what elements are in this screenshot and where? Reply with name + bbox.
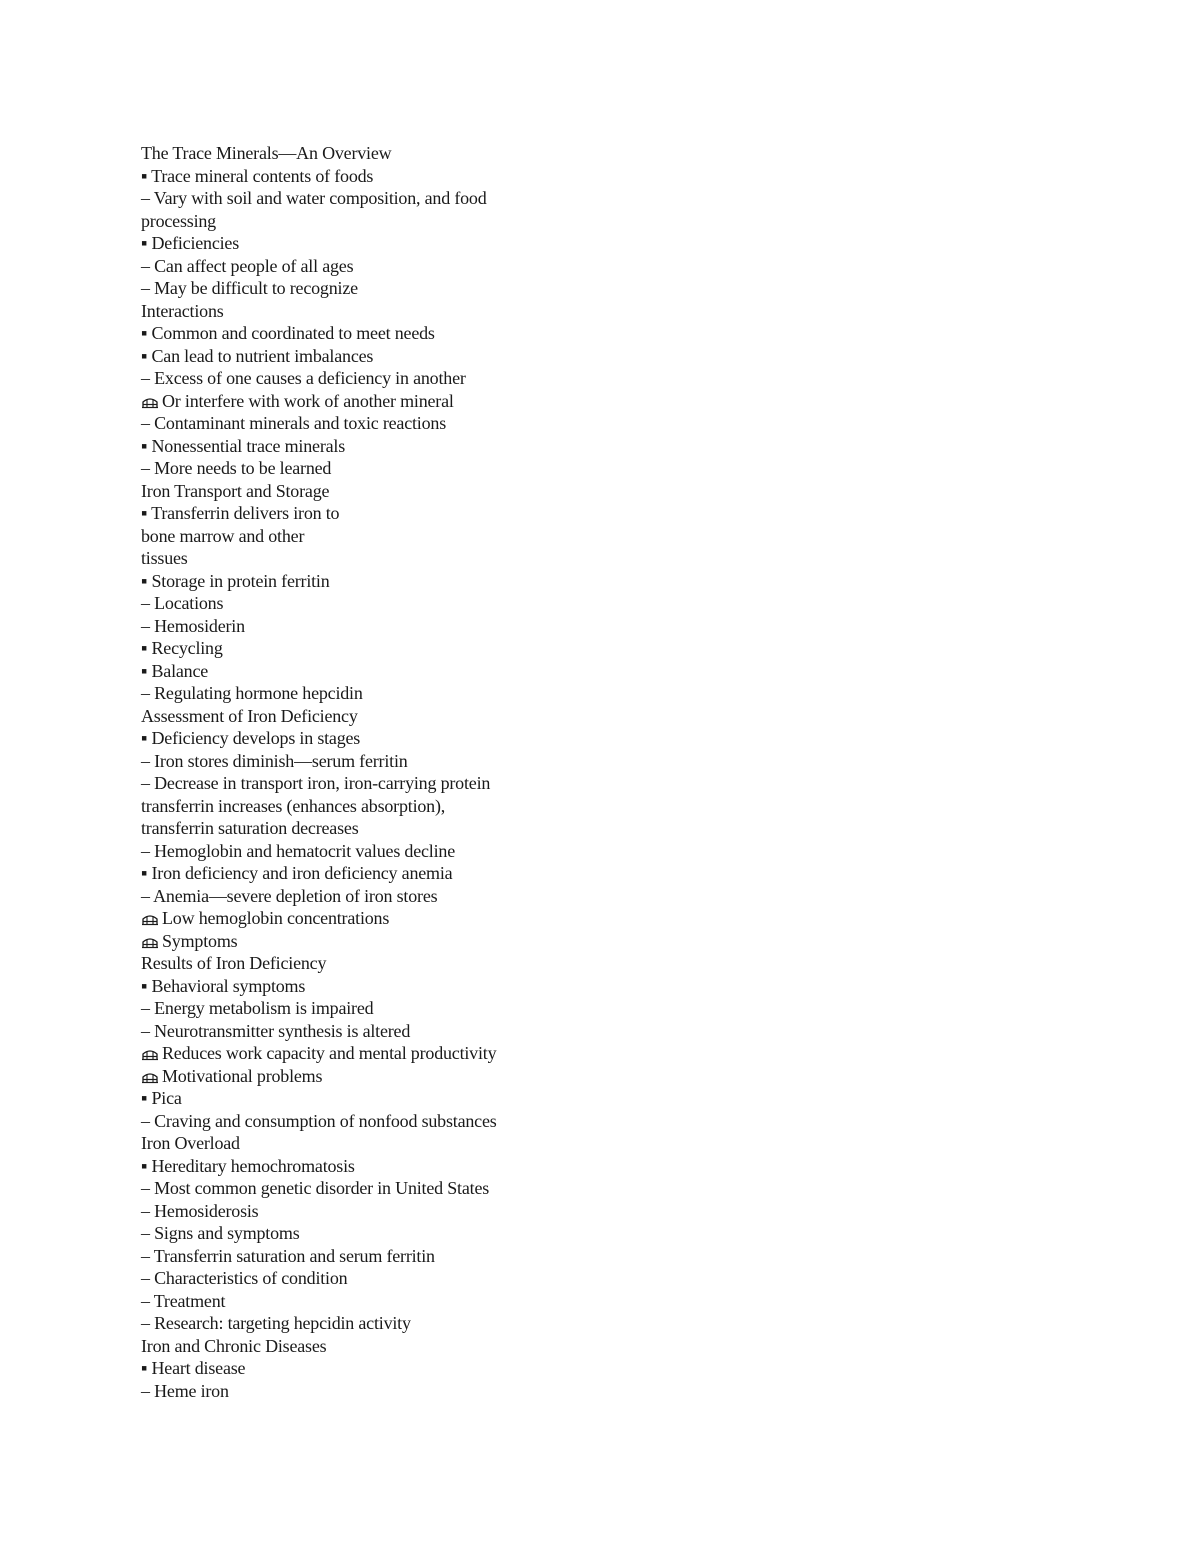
- document-line: [141, 1380, 701, 1403]
- line-text: – Hemosiderosis: [141, 1200, 259, 1221]
- document-line: [141, 412, 701, 435]
- document-line: [141, 930, 701, 953]
- document-line: [141, 345, 701, 368]
- document-line: [141, 187, 701, 210]
- document-line: [141, 705, 701, 728]
- line-text: – Energy metabolism is impaired: [141, 998, 374, 1018]
- line-text: Iron Transport and Storage: [141, 480, 330, 501]
- line-text: – Locations: [141, 593, 224, 613]
- line-text: – Characteristics of condition: [141, 1268, 348, 1288]
- line-text: ▪ Iron deficiency and iron deficiency anemia: [141, 863, 453, 883]
- document-line: [141, 232, 701, 255]
- document-line: [141, 615, 701, 638]
- document-line: [141, 300, 701, 323]
- line-text: – Neurotransmitter synthesis is altered: [141, 1020, 411, 1041]
- line-text: ▪ Deficiency develops in stages: [141, 728, 361, 748]
- line-text: – Excess of one causes a deficiency in another: [141, 368, 466, 388]
- document-line: [141, 1065, 701, 1088]
- line-text: Or interfere with work of another mineral: [162, 390, 454, 411]
- line-text: ▪ Pica: [141, 1088, 182, 1108]
- line-text: – Craving and consumption of nonfood substances: [141, 1110, 497, 1131]
- document-line: [141, 165, 701, 188]
- document-line: [141, 660, 701, 683]
- document-line: [141, 1200, 701, 1223]
- line-text: Iron Overload: [141, 1133, 240, 1153]
- line-text: bone marrow and other: [141, 525, 305, 546]
- sub-bullet-glyph-icon: [141, 935, 159, 949]
- document-line: [141, 502, 701, 525]
- document-line: [141, 1155, 701, 1178]
- document-line: [141, 862, 701, 885]
- line-text: – Contaminant minerals and toxic reactions: [141, 413, 447, 433]
- line-text: ▪ Balance: [141, 660, 209, 681]
- line-text: – Decrease in transport iron, iron-carrying protein: [141, 773, 491, 793]
- document-line: [141, 1087, 701, 1110]
- line-text: – Can affect people of all ages: [141, 255, 354, 276]
- document-line: [141, 1245, 701, 1268]
- sub-bullet-glyph-icon: [141, 395, 159, 409]
- document-line: [141, 727, 701, 750]
- line-text: transferrin saturation decreases: [141, 818, 359, 838]
- document-line: [141, 547, 701, 570]
- line-text: Reduces work capacity and mental productivity: [162, 1043, 497, 1063]
- line-text: – Iron stores diminish—serum ferritin: [141, 750, 408, 771]
- sub-bullet-glyph-icon: [141, 1047, 159, 1061]
- line-text: Results of Iron Deficiency: [141, 953, 327, 973]
- line-text: – Regulating hormone hepcidin: [141, 683, 363, 703]
- document-line: [141, 210, 701, 233]
- document-line: [141, 682, 701, 705]
- document-line: [141, 952, 701, 975]
- line-text: ▪ Transferrin delivers iron to: [141, 503, 340, 523]
- sub-bullet-glyph-icon: [141, 1070, 159, 1084]
- line-text: – Anemia—severe depletion of iron stores: [141, 885, 438, 906]
- document-line: [141, 1335, 701, 1358]
- line-text: – Research: targeting hepcidin activity: [141, 1313, 411, 1333]
- line-text: Low hemoglobin concentrations: [162, 908, 390, 928]
- document-line: [141, 1020, 701, 1043]
- document-line: [141, 367, 701, 390]
- line-text: Symptoms: [162, 930, 238, 951]
- document-line: [141, 840, 701, 863]
- line-text: Assessment of Iron Deficiency: [141, 705, 358, 726]
- document-line: [141, 772, 701, 795]
- document-body: [141, 142, 701, 1402]
- line-text: The Trace Minerals—An Overview: [141, 143, 392, 163]
- document-line: [141, 817, 701, 840]
- document-line: [141, 1267, 701, 1290]
- line-text: ▪ Common and coordinated to meet needs: [141, 323, 435, 343]
- sub-bullet-glyph-icon: [141, 912, 159, 926]
- document-line: [141, 907, 701, 930]
- line-text: – Signs and symptoms: [141, 1223, 300, 1243]
- line-text: Interactions: [141, 300, 224, 321]
- document-line: [141, 435, 701, 458]
- document-line: [141, 1222, 701, 1245]
- line-text: transferrin increases (enhances absorption),: [141, 795, 446, 816]
- line-text: ▪ Deficiencies: [141, 233, 240, 253]
- line-text: processing: [141, 210, 216, 231]
- line-text: ▪ Heart disease: [141, 1358, 246, 1378]
- line-text: – Treatment: [141, 1290, 226, 1311]
- document-line: [141, 1110, 701, 1133]
- line-text: – Transferrin saturation and serum ferritin: [141, 1245, 435, 1266]
- line-text: – Vary with soil and water composition, and food: [141, 188, 487, 208]
- line-text: – Most common genetic disorder in United States: [141, 1178, 490, 1198]
- line-text: ▪ Trace mineral contents of foods: [141, 165, 374, 186]
- line-text: Motivational problems: [162, 1065, 323, 1086]
- line-text: ▪ Hereditary hemochromatosis: [141, 1155, 355, 1176]
- document-line: [141, 637, 701, 660]
- line-text: tissues: [141, 548, 188, 568]
- document-line: [141, 1357, 701, 1380]
- document-line: [141, 480, 701, 503]
- line-text: – More needs to be learned: [141, 458, 332, 478]
- document-line: [141, 1177, 701, 1200]
- line-text: Iron and Chronic Diseases: [141, 1335, 327, 1356]
- line-text: ▪ Storage in protein ferritin: [141, 570, 330, 591]
- document-line: [141, 1312, 701, 1335]
- line-text: ▪ Can lead to nutrient imbalances: [141, 345, 374, 366]
- line-text: – May be difficult to recognize: [141, 278, 358, 298]
- document-line: [141, 1042, 701, 1065]
- document-line: [141, 975, 701, 998]
- document-line: [141, 885, 701, 908]
- line-text: – Hemoglobin and hematocrit values decline: [141, 840, 456, 861]
- document-line: [141, 322, 701, 345]
- document-line: [141, 142, 701, 165]
- line-text: ▪ Nonessential trace minerals: [141, 435, 346, 456]
- line-text: ▪ Behavioral symptoms: [141, 975, 306, 996]
- document-line: [141, 255, 701, 278]
- document-line: [141, 592, 701, 615]
- document-line: [141, 997, 701, 1020]
- document-line: [141, 390, 701, 413]
- line-text: – Heme iron: [141, 1380, 229, 1401]
- document-line: [141, 570, 701, 593]
- document-line: [141, 795, 701, 818]
- document-line: [141, 1132, 701, 1155]
- document-line: [141, 457, 701, 480]
- document-line: [141, 750, 701, 773]
- document-line: [141, 525, 701, 548]
- line-text: ▪ Recycling: [141, 638, 223, 658]
- document-line: [141, 277, 701, 300]
- line-text: – Hemosiderin: [141, 615, 245, 636]
- document-line: [141, 1290, 701, 1313]
